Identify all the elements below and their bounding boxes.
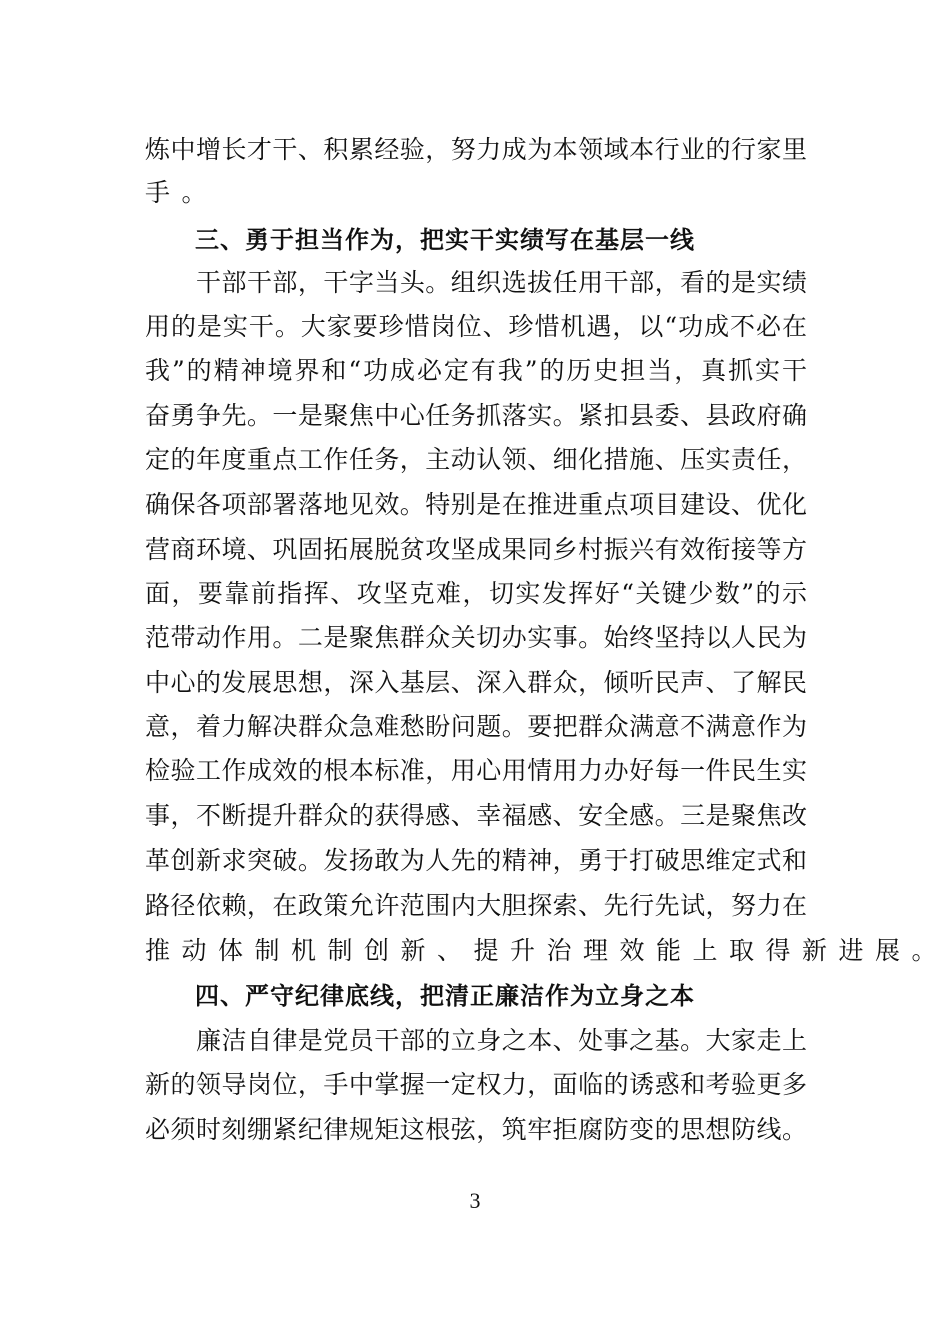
section-heading: 四、严守纪律底线，把清正廉洁作为立身之本 [195, 982, 695, 1010]
body-line: 路径依赖，在政策允许范围内大胆探索、先行先试，努力在 [145, 891, 807, 920]
body-line: 检验工作成效的根本标准，用心用情用力办好每一件民生实 [145, 756, 807, 785]
body-line: 廉洁自律是党员干部的立身之本、处事之基。大家走上 [196, 1026, 807, 1055]
body-line: 干部干部，干字当头。组织选拔任用干部，看的是实绩 [196, 268, 807, 297]
body-line: 推动体制机制创新、提升治理效能上取得新进展。 [145, 936, 949, 965]
body-line: 革创新求突破。发扬敢为人先的精神，勇于打破思维定式和 [145, 846, 807, 875]
body-line: 面，要靠前指挥、攻坚克难，切实发挥好“关键少数”的示 [145, 579, 807, 608]
page-number: 3 [469, 1188, 481, 1213]
body-line: 用的是实干。大家要珍惜岗位、珍惜机遇，以“功成不必在 [145, 312, 807, 341]
body-line: 手。 [145, 178, 219, 207]
body-line: 我”的精神境界和“功成必定有我”的历史担当，真抓实干 [145, 356, 807, 385]
body-line: 事，不断提升群众的获得感、幸福感、安全感。三是聚焦改 [145, 801, 807, 830]
body-line: 意，着力解决群众急难愁盼问题。要把群众满意不满意作为 [145, 712, 807, 741]
body-line: 必须时刻绷紧纪律规矩这根弦，筑牢拒腐防变的思想防线。 [145, 1115, 807, 1144]
body-line: 炼中增长才干、积累经验，努力成为本领域本行业的行家里 [145, 135, 807, 164]
body-line: 范带动作用。二是聚焦群众关切办实事。始终坚持以人民为 [145, 623, 807, 652]
body-line: 奋勇争先。一是聚焦中心任务抓落实。紧扣县委、县政府确 [145, 401, 807, 430]
body-line: 中心的发展思想，深入基层、深入群众，倾听民声、了解民 [145, 668, 807, 697]
body-line: 确保各项部署落地见效。特别是在推进重点项目建设、优化 [145, 490, 807, 519]
body-line: 定的年度重点工作任务，主动认领、细化措施、压实责任， [145, 445, 807, 474]
section-heading: 三、勇于担当作为，把实干实绩写在基层一线 [195, 226, 695, 254]
body-line: 新的领导岗位，手中掌握一定权力，面临的诱惑和考验更多 [145, 1070, 807, 1099]
body-line: 营商环境、巩固拓展脱贫攻坚成果同乡村振兴有效衔接等方 [145, 535, 807, 564]
